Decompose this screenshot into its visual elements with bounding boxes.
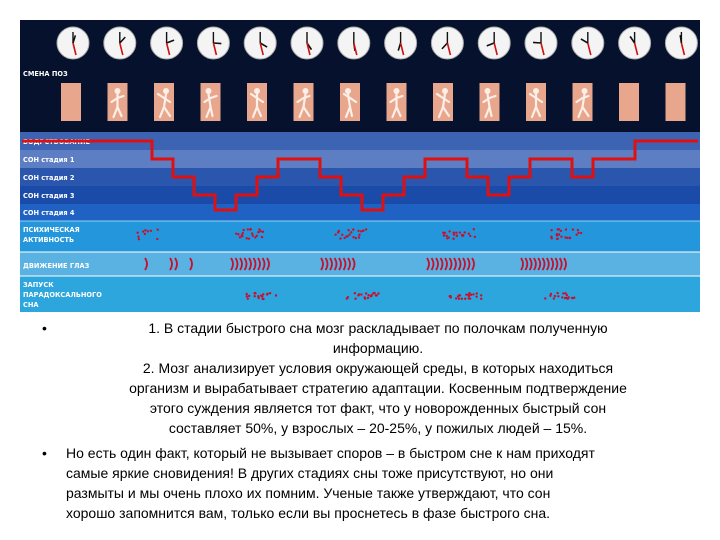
bullet-dot: • <box>42 445 47 461</box>
red-dot <box>565 228 567 230</box>
red-dot <box>467 294 469 296</box>
red-dot <box>461 234 463 236</box>
text-line: составляет 50%, у взрослых – 20-25%, у пожилых людей – 15%. <box>168 420 588 436</box>
pose-card-background <box>666 83 686 121</box>
text-line: 1. В стадии быстрого сна мозг раскладывает по полочкам полученную <box>148 320 608 336</box>
pose-card <box>294 83 314 121</box>
red-dot <box>341 234 343 236</box>
red-dot <box>473 228 475 230</box>
red-dot <box>247 297 249 299</box>
text-line: информацию. <box>332 340 424 356</box>
red-dot <box>360 293 362 295</box>
red-dot <box>446 237 448 239</box>
red-dot <box>346 235 348 237</box>
row-label-change-pose: СМЕНА ПОЗ <box>23 70 68 78</box>
red-dot <box>564 292 566 294</box>
red-dot <box>452 238 454 240</box>
red-dot <box>253 292 255 294</box>
red-dot <box>344 237 346 239</box>
pose-card <box>108 83 128 121</box>
red-dot <box>156 238 158 240</box>
red-dot <box>461 298 463 300</box>
red-dot <box>144 233 146 235</box>
clock-icon <box>665 27 697 59</box>
row-stage2 <box>20 168 700 186</box>
pose-card <box>201 83 221 121</box>
text-line: организм и вырабатывает стратегию адаптации. Косвенным подтверждение <box>129 380 627 396</box>
red-dot <box>561 296 563 298</box>
pose-card <box>666 83 686 121</box>
clock-icon <box>291 27 323 59</box>
red-dot <box>261 236 263 238</box>
red-dot <box>364 297 366 299</box>
red-dot <box>577 232 579 234</box>
red-dot <box>147 230 149 232</box>
red-dot <box>157 228 159 230</box>
red-dot <box>480 294 482 296</box>
red-dot <box>450 296 452 298</box>
pose-card <box>619 83 639 121</box>
red-dot <box>455 232 457 234</box>
red-dot <box>150 230 152 232</box>
red-dot <box>347 229 349 231</box>
red-dot <box>550 236 552 238</box>
red-dot <box>476 292 478 294</box>
red-dot <box>370 295 372 297</box>
red-dot <box>580 232 582 234</box>
row-label-stage2: СОН стадия 2 <box>23 174 75 182</box>
red-dot <box>470 294 472 296</box>
red-dot <box>544 297 546 299</box>
red-dot <box>556 238 558 240</box>
red-dot <box>137 235 139 237</box>
red-dot <box>571 297 573 299</box>
red-dot <box>443 234 445 236</box>
red-dot <box>142 230 144 232</box>
red-dot <box>365 228 367 230</box>
clock-icon <box>197 27 229 59</box>
red-dot <box>365 292 367 294</box>
row-label-rem-1: ЗАПУСК <box>23 281 54 289</box>
clock-icon <box>244 27 276 59</box>
red-dot <box>553 297 555 299</box>
red-dot <box>564 297 566 299</box>
red-dot <box>251 232 253 234</box>
red-dot <box>464 298 466 300</box>
red-dot <box>138 238 140 240</box>
red-dot <box>572 228 574 230</box>
clock-icon <box>151 27 183 59</box>
red-dot <box>262 298 264 300</box>
red-dot <box>469 235 471 237</box>
pose-card <box>154 83 174 121</box>
text-line: этого суждения является тот факт, что у новорожденных быстрый сон <box>149 400 607 416</box>
red-dot <box>377 292 379 294</box>
bullet-item <box>42 318 690 438</box>
row-label-stage1: СОН стадия 1 <box>23 156 75 164</box>
red-dot <box>567 298 569 300</box>
pose-card <box>387 83 407 121</box>
red-dot <box>550 229 552 231</box>
row-stage4 <box>20 204 700 221</box>
red-dot <box>456 235 458 237</box>
text-line: самые яркие сновидения! В других стадиях сны тоже присутствуют, но они <box>66 465 554 481</box>
red-dot <box>453 232 455 234</box>
red-dot <box>260 295 262 297</box>
red-dot <box>358 234 360 236</box>
red-dot <box>354 292 356 294</box>
row-label-stage4: СОН стадия 4 <box>23 209 75 217</box>
red-dot <box>442 232 444 234</box>
red-dot <box>560 230 562 232</box>
pose-card <box>573 83 593 121</box>
red-dot <box>376 294 378 296</box>
red-dot <box>247 228 249 230</box>
red-dot <box>549 295 551 297</box>
red-dot <box>239 236 241 238</box>
red-dot <box>472 293 474 295</box>
red-dot <box>362 230 364 232</box>
red-dot <box>475 295 477 297</box>
red-dot <box>557 228 559 230</box>
red-dot <box>237 233 239 235</box>
clock-icon <box>104 27 136 59</box>
red-dot <box>564 236 566 238</box>
pose-card-background <box>61 83 81 121</box>
red-dot <box>373 292 375 294</box>
text-line: размыты и мы очень плохо их помним. Ученые также утверждают, что сон <box>66 485 551 501</box>
red-dot <box>354 298 356 300</box>
pose-card <box>61 83 81 121</box>
red-dot <box>573 297 575 299</box>
red-dot <box>562 292 564 294</box>
text-line: Но есть один факт, который не вызывает споров – в быстром сне к нам приходят <box>66 445 595 461</box>
red-dot <box>468 232 470 234</box>
row-label-wake: БОДРСТВОВАНИЕ <box>23 138 90 146</box>
text-line: 2. Мозг анализирует условия окружающей среды, в которых находиться <box>142 360 614 376</box>
clock-icon <box>478 27 510 59</box>
red-dot <box>348 233 350 235</box>
red-dot <box>357 230 359 232</box>
red-dot <box>367 294 369 296</box>
red-dot <box>246 237 248 239</box>
red-dot <box>352 228 354 230</box>
red-dot <box>557 295 559 297</box>
red-dot <box>458 298 460 300</box>
red-dot <box>347 296 349 298</box>
bullet-text <box>66 318 690 438</box>
red-dot <box>257 231 259 233</box>
red-dot <box>262 293 264 295</box>
clock-icon <box>431 27 463 59</box>
red-dot <box>352 236 354 238</box>
red-dot <box>459 231 461 233</box>
red-dot <box>269 292 271 294</box>
pose-card-background <box>619 83 639 121</box>
bullet-list <box>42 318 690 523</box>
red-dot <box>358 236 360 238</box>
row-label-stage3: СОН стадия 3 <box>23 192 75 200</box>
red-dot <box>248 237 250 239</box>
red-dot <box>242 229 244 231</box>
pose-card <box>526 83 546 121</box>
pose-card <box>340 83 360 121</box>
pose-card <box>247 83 267 121</box>
pose-card <box>433 83 453 121</box>
sleep-stages-figure <box>20 20 700 312</box>
row-eyes <box>20 252 700 276</box>
red-dot <box>262 231 264 233</box>
red-dot <box>144 229 146 231</box>
clock-icon <box>338 27 370 59</box>
row-label-psych-2: АКТИВНОСТЬ <box>23 236 75 244</box>
clock-hand <box>213 43 221 44</box>
red-dot <box>575 234 577 236</box>
red-dot <box>554 295 556 297</box>
clock-icon <box>572 27 604 59</box>
red-dot <box>252 235 254 237</box>
red-dot <box>448 230 450 232</box>
red-dot <box>235 232 237 234</box>
red-dot <box>241 235 243 237</box>
red-dot <box>464 231 466 233</box>
row-label-eyes: ДВИЖЕНИЕ ГЛАЗ <box>23 262 90 270</box>
red-dot <box>249 228 251 230</box>
row-label-rem-2: ПАРАДОКСАЛЬНОГО <box>23 291 102 299</box>
red-dot <box>569 237 571 239</box>
red-dot <box>560 235 562 237</box>
red-dot <box>556 292 558 294</box>
red-dot <box>275 294 277 296</box>
clock-icon <box>619 27 651 59</box>
red-dot <box>556 234 558 236</box>
red-dot <box>258 297 260 299</box>
red-dot <box>458 294 460 296</box>
bullet-item <box>42 443 690 523</box>
clock-icon <box>525 27 557 59</box>
text-line: хорошо запомнится вам, только если вы проснетесь в фазе быстрого сна. <box>66 505 551 521</box>
red-dot <box>253 295 255 297</box>
red-dot <box>446 235 448 237</box>
red-dot <box>357 294 359 296</box>
red-dot <box>474 236 476 238</box>
row-label-psych-1: ПСИХИЧЕСКАЯ <box>23 226 80 234</box>
red-dot <box>480 298 482 300</box>
red-dot <box>455 297 457 299</box>
red-dot <box>339 237 341 239</box>
red-dot <box>468 297 470 299</box>
red-dot <box>337 231 339 233</box>
red-dot <box>246 295 248 297</box>
red-dot <box>259 230 261 232</box>
clock-hand <box>533 42 541 43</box>
row-label-rem-3: СНА <box>23 301 39 309</box>
red-dot <box>246 293 248 295</box>
red-dot <box>360 230 362 232</box>
clock-icon <box>385 27 417 59</box>
red-dot <box>566 237 568 239</box>
red-dot <box>334 233 336 235</box>
pose-card <box>480 83 500 121</box>
bullet-text <box>66 443 690 523</box>
red-dot <box>350 231 352 233</box>
red-dot <box>577 229 579 231</box>
red-dot <box>136 232 138 234</box>
red-dot <box>254 236 256 238</box>
bullet-dot: • <box>42 320 47 336</box>
clock-icon <box>57 27 89 59</box>
row-psych <box>20 221 700 252</box>
red-dot <box>266 293 268 295</box>
red-dot <box>355 237 357 239</box>
red-dot <box>248 295 250 297</box>
red-dot <box>367 297 369 299</box>
